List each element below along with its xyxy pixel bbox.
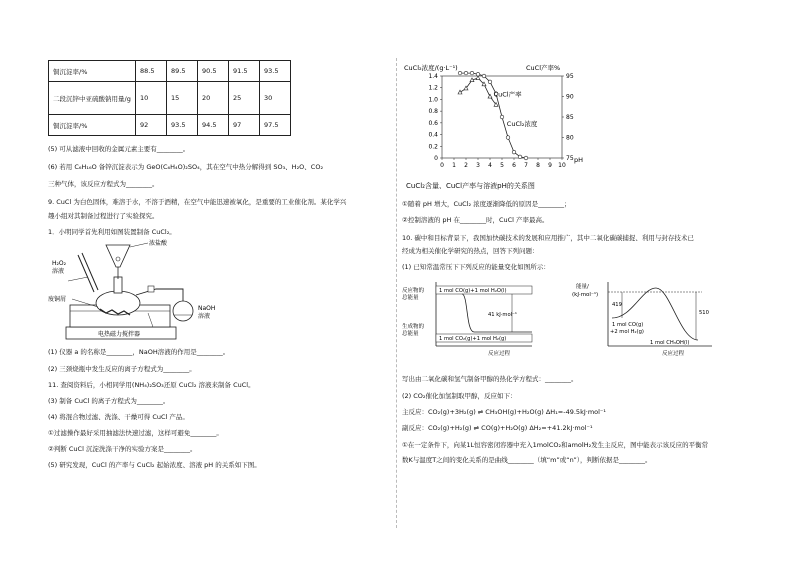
question-2-part1-line1: ①在一定条件下，向某1L恒容密闭容器中充入1molCO₂和amolH₂发生主反应，图中能表示该反应的平衡常 (402, 441, 709, 449)
energy-diagram-1 (402, 278, 572, 362)
svg-text:1 mol CO₂(g)+1 mol H₂(g): 1 mol CO₂(g)+1 mol H₂(g) (439, 336, 507, 342)
x-tick-label: 7 (524, 162, 528, 169)
series-point (470, 71, 474, 75)
series-point (458, 71, 462, 75)
side-reaction: 副反应：CO₂(g)+H₂(g) ⇌ CO(g)+H₂O(g) ΔH₂=+41.2kJ·mol⁻¹ (402, 424, 593, 432)
svg-text:总能量: 总能量 (402, 295, 419, 301)
series-point (464, 71, 468, 75)
apparatus-diagram (48, 237, 218, 347)
right-tick-label: 95 (566, 73, 574, 80)
svg-text:总能量: 总能量 (402, 331, 419, 337)
label-h2o2: H₂O₂ (52, 260, 67, 267)
question-6-line2: 三种气体，该反应方程式为________。 (48, 180, 159, 188)
question-10-line1: 10. 碳中和目标背景下，我国加快碳技术的发展和应用推广，其中二氧化碳碳捕捉、利用与封存技术已 (402, 234, 694, 242)
series-label-yield: CuCl产率 (493, 90, 522, 99)
question-4: (4) 将混合物过滤、洗涤、干燥可得 CuCl 产品。 (48, 413, 189, 421)
series-point (482, 74, 486, 78)
svg-text:1 mol CO(g): 1 mol CO(g) (612, 322, 644, 328)
write-equation: 写出由二氧化碳和氢气制备甲醇的热化学方程式：________。 (402, 375, 578, 383)
ph-chart (402, 62, 602, 192)
series-point (488, 94, 492, 98)
question-6-line1: (6) 若用 C₆H₁₆O 备锌沉淀表示为 GeO(C₆H₄O)₂SO₄，其在空气中热分解得到 SO₃、H₂O、CO₂ (48, 163, 324, 171)
column-divider (396, 58, 397, 528)
table-row: 铜沉淀率/% 92 93.5 94.5 97 97.5 (49, 115, 291, 136)
svg-text:41 kJ·mol⁻¹: 41 kJ·mol⁻¹ (488, 312, 517, 318)
x-tick-label: 4 (488, 162, 492, 169)
x-tick-label: 0 (440, 162, 444, 169)
x-tick-label: 2 (464, 162, 468, 169)
svg-text:1 mol CO(g)+1 mol H₂O(l): 1 mol CO(g)+1 mol H₂O(l) (439, 288, 507, 294)
svg-text:+2 mol H₂(g): +2 mol H₂(g) (610, 329, 644, 335)
right-tick-label: 80 (566, 134, 574, 142)
energy-intro: (1) 已知常温常压下下列反应的能量变化如图所示： (402, 263, 550, 271)
x-tick-label: 5 (500, 162, 504, 169)
series-line-1 (460, 73, 526, 158)
y-left-title: CuCl₂浓度/(g·L⁻¹) (404, 64, 458, 72)
question-4-part1: ①过滤操作最好采用抽滤法快速过滤，这样可避免________。 (48, 429, 223, 437)
question-9-line2: 趣小组对其制备过程进行了实验探究。 (48, 212, 159, 220)
x-axis-title: pH (574, 156, 584, 164)
data-table (48, 60, 291, 136)
label-stirrer: 电热磁力搅拌器 (98, 331, 141, 338)
energy-diagram-2 (572, 278, 742, 362)
question-2-intro: (2) CO₂催化加氢制取甲醇，反应如下： (402, 392, 517, 400)
svg-text:(kJ·mol⁻¹): (kJ·mol⁻¹) (572, 292, 599, 298)
label-copper-scrap: 废铜屑 (48, 296, 67, 303)
label-naoh: NaOH (198, 305, 216, 312)
series-point (476, 76, 480, 80)
question-ph-1: ①随着 pH 增大，CuCl₂ 浓度逐渐降低的原因是________； (402, 200, 571, 208)
x-tick-label: 6 (512, 162, 516, 169)
question-3: (3) 制备 CuCl 的离子方程式为________。 (48, 397, 170, 405)
svg-text:反应物的: 反应物的 (402, 288, 425, 294)
question-5: (5) 可从滤液中回收的金属元素主要有________。 (48, 145, 190, 153)
x-tick-label: 9 (548, 162, 552, 169)
series-point (488, 80, 492, 84)
svg-text:反应过程: 反应过程 (662, 351, 685, 357)
svg-text:能量/: 能量/ (576, 284, 589, 290)
label-naoh-solution: 溶液 (198, 313, 211, 320)
left-tick-label: 0.2 (428, 143, 438, 151)
right-tick-label: 85 (566, 114, 574, 121)
series-point (506, 136, 510, 140)
main-reaction: 主反应：CO₂(g)+3H₂(g) ⇌ CH₃OH(g)+H₂O(g) ΔH₁=-49.5kJ·mol⁻¹ (402, 408, 606, 416)
table-row: 铜沉淀率/% 88.5 89.5 90.5 91.5 93.5 (49, 61, 291, 82)
x-tick-label: 10 (558, 162, 566, 169)
question-2-part1-line2: 数K与温度T之间的变化关系的是曲线________（填“m”或“n”），判断依据是________。 (402, 456, 652, 464)
x-tick-label: 8 (536, 162, 540, 169)
series-point (518, 155, 522, 159)
label-h2o2-solution: 溶液 (52, 268, 65, 275)
svg-text:1 mol CH₃OH(l): 1 mol CH₃OH(l) (650, 340, 690, 346)
series-point (512, 150, 516, 154)
question-1: (1) 仪器 a 的名称是________，NaOH溶液的作用是________。 (48, 348, 230, 356)
question-ph-2: ②控制溶液的 pH 在________时，CuCl 产率最高。 (402, 216, 549, 224)
left-tick-label: 0.8 (428, 108, 438, 116)
x-tick-label: 1 (452, 162, 456, 169)
series-point (524, 156, 528, 160)
chart-caption: CuCl₂含量、CuCl产率与溶液pH的关系图 (406, 182, 535, 190)
left-tick-label: 1.4 (428, 73, 438, 80)
series-point (476, 72, 480, 76)
right-tick-label: 90 (566, 93, 574, 101)
question-10-line2: 经成为相关催化学研究的热点，回答下列问题： (402, 247, 539, 255)
left-tick-label: 1.0 (428, 96, 438, 104)
left-tick-label: 0.6 (428, 119, 438, 127)
question-5b: (5) 研究发现，CuCl 的产率与 CuCl₂ 起始浓度、溶液 pH 的关系如下图。 (48, 461, 261, 469)
left-tick-label: 0.4 (428, 131, 438, 139)
svg-text:生成物的: 生成物的 (402, 324, 425, 330)
svg-text:510: 510 (699, 310, 709, 316)
label-hcl: 浓盐酸 (149, 240, 168, 247)
svg-text:反应过程: 反应过程 (488, 351, 511, 357)
section-1-heading: 1．小明同学首先利用如图装置制备 CuCl₂。 (48, 228, 176, 236)
left-tick-label: 0 (434, 155, 438, 162)
series-label-conc: CuCl₂浓度 (506, 119, 538, 128)
question-2: (2) 三颈烧瓶中发生反应的离子方程式为________。 (48, 365, 196, 373)
y-right-title: CuCl产率% (526, 64, 561, 72)
section-2-heading: 11. 查阅资料后，小相同学用(NH₄)₂SO₃还原 CuCl₂ 溶液来制备 CuCl。 (48, 381, 255, 389)
question-9-line1: 9. CuCl 为白色固体，难溶于水，不溶于酒精，在空气中能迅速被氧化，是重要的工业催化剂。某化学兴 (48, 198, 347, 206)
svg-text:419: 419 (612, 302, 622, 308)
right-tick-label: 75 (566, 155, 574, 162)
series-point (500, 115, 504, 119)
series-point (458, 90, 462, 94)
left-tick-label: 1.2 (428, 84, 438, 92)
table-row: 二段沉锌中亚硫酸钠用量/g 10 15 20 25 30 (49, 82, 291, 115)
x-tick-label: 3 (476, 162, 480, 169)
question-4-part2: ②判断 CuCl 沉淀洗涤干净的实验方案是________。 (48, 445, 197, 453)
